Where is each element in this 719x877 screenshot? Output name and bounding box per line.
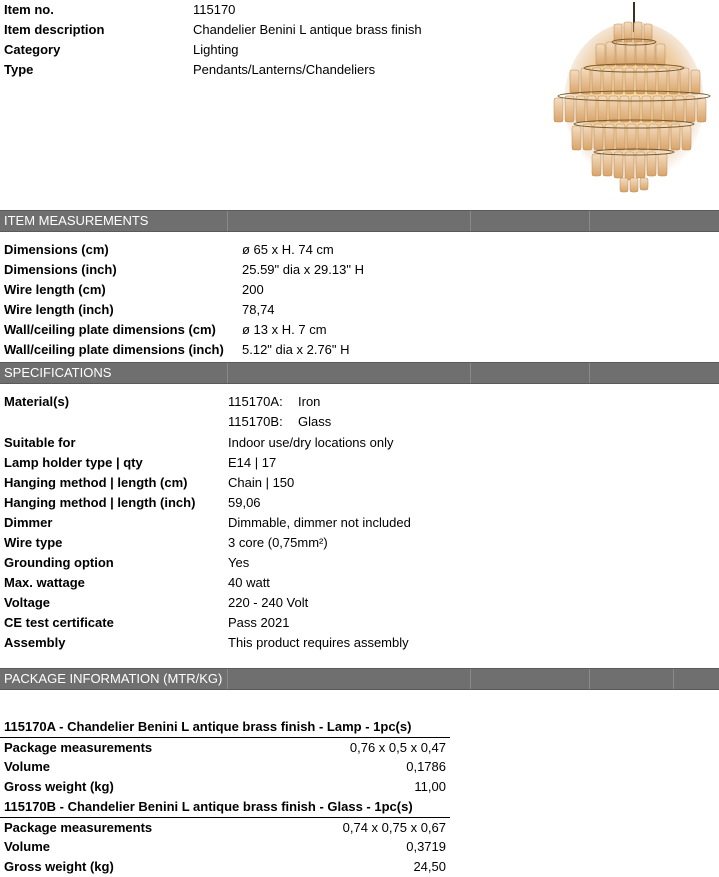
spec-value: E14 | 17: [228, 455, 277, 470]
spec-value: 40 watt: [228, 575, 270, 590]
spec-label: Wire type: [4, 535, 63, 550]
package-row: [0, 857, 450, 877]
measurement-value: 5.12" dia x 2.76" H: [242, 342, 350, 357]
package-value: 11,00: [414, 779, 446, 794]
measurement-value: ø 65 x H. 74 cm: [242, 242, 334, 257]
spec-value: Chain | 150: [228, 475, 295, 490]
package-label: Gross weight (kg): [4, 779, 114, 794]
measurement-value: ø 13 x H. 7 cm: [242, 322, 327, 337]
section-header-package: [0, 668, 719, 690]
chandelier-image: [548, 2, 718, 194]
column-divider: [470, 363, 471, 383]
spec-label: Suitable for: [4, 435, 76, 450]
package-label: Package measurements: [4, 740, 153, 755]
spec-value: 3 core (0,75mm²): [228, 535, 328, 550]
measurement-label: Dimensions (inch): [4, 262, 117, 277]
header-label: Type: [4, 62, 34, 77]
spec-label: Dimmer: [4, 515, 53, 530]
header-value: Chandelier Benini L antique brass finish: [193, 22, 422, 37]
measurement-value: 25.59" dia x 29.13" H: [242, 262, 364, 277]
package-value: 0,74 x 0,75 x 0,67: [342, 820, 446, 835]
column-divider: [470, 669, 471, 689]
material-value: Iron: [298, 394, 321, 409]
header-label: Item no.: [4, 2, 54, 17]
package-row: [0, 777, 450, 797]
spec-label: Voltage: [4, 595, 50, 610]
section-title: ITEM MEASUREMENTS: [4, 213, 149, 228]
spec-label: Material(s): [4, 394, 70, 409]
section-title: PACKAGE INFORMATION (MTR/KG): [4, 671, 223, 686]
package-label: Volume: [4, 839, 50, 854]
column-divider: [589, 363, 590, 383]
spec-label: Assembly: [4, 635, 66, 650]
spec-label: Lamp holder type | qty: [4, 455, 143, 470]
column-divider: [470, 211, 471, 231]
section-header-specifications: [0, 362, 719, 384]
package-value: 0,3719: [406, 839, 446, 854]
spec-label: Grounding option: [4, 555, 114, 570]
package-row: [0, 757, 450, 777]
column-divider: [673, 669, 674, 689]
package-label: Package measurements: [4, 820, 153, 835]
column-divider: [227, 669, 228, 689]
header-value: Lighting: [193, 42, 239, 57]
package-row: [0, 837, 450, 857]
spec-value: Indoor use/dry locations only: [228, 435, 394, 450]
package-label: Volume: [4, 759, 50, 774]
package-heading: 115170B - Chandelier Benini L antique brass finish - Glass - 1pc(s): [4, 799, 413, 814]
column-divider: [227, 363, 228, 383]
spec-value: This product requires assembly: [228, 635, 409, 650]
spec-label: Hanging method | length (inch): [4, 495, 196, 510]
header-value: Pendants/Lanterns/Chandeliers: [193, 62, 376, 77]
package-value: 24,50: [413, 859, 446, 874]
material-value: Glass: [298, 414, 332, 429]
measurement-label: Dimensions (cm): [4, 242, 109, 257]
spec-value: Dimmable, dimmer not included: [228, 515, 411, 530]
measurement-label: Wire length (inch): [4, 302, 114, 317]
column-divider: [227, 211, 228, 231]
header-label: Category: [4, 42, 61, 57]
header-value: 115170: [193, 2, 236, 17]
spec-value: 59,06: [228, 495, 261, 510]
column-divider: [589, 211, 590, 231]
spec-value: 220 - 240 Volt: [228, 595, 309, 610]
spec-value: Pass 2021: [228, 615, 290, 630]
measurement-value: 200: [242, 282, 264, 297]
package-value: 0,1786: [406, 759, 446, 774]
package-row: [0, 737, 450, 758]
measurement-label: Wall/ceiling plate dimensions (cm): [4, 322, 216, 337]
material-code: 115170B:: [228, 414, 283, 429]
package-label: Gross weight (kg): [4, 859, 114, 874]
header-label: Item description: [4, 22, 105, 37]
measurement-label: Wire length (cm): [4, 282, 106, 297]
package-heading: 115170A - Chandelier Benini L antique brass finish - Lamp - 1pc(s): [4, 719, 412, 734]
spec-label: CE test certificate: [4, 615, 114, 630]
section-header-measurements: [0, 210, 719, 232]
section-title: SPECIFICATIONS: [4, 365, 112, 380]
measurement-value: 78,74: [242, 302, 275, 317]
spec-label: Max. wattage: [4, 575, 85, 590]
package-value: 0,76 x 0,5 x 0,47: [349, 740, 446, 755]
measurement-label: Wall/ceiling plate dimensions (inch): [4, 342, 224, 357]
material-code: 115170A:: [228, 394, 283, 409]
package-row: [0, 817, 450, 838]
column-divider: [589, 669, 590, 689]
spec-label: Hanging method | length (cm): [4, 475, 188, 490]
spec-value: Yes: [228, 555, 250, 570]
